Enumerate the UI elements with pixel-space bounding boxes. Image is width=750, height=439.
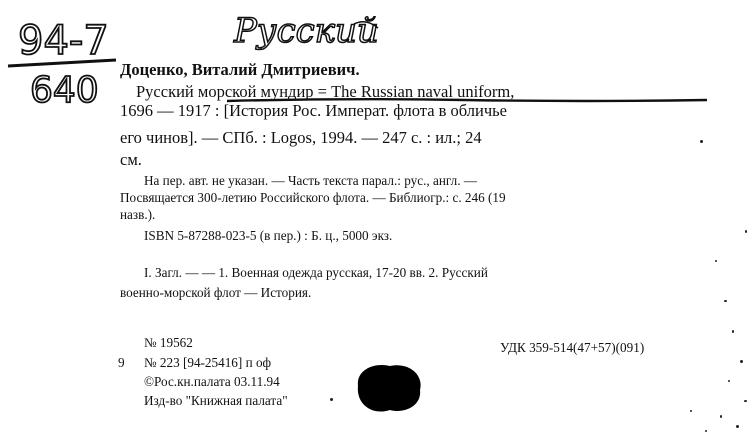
subjects-line-1: I. Загл. — — 1. Военная одежда русская, 17-20 вв. 2. Русский	[144, 265, 488, 280]
title-line-3: его чинов]. — СПб. : Logos, 1994. — 247 с. : ил.; 24	[120, 128, 482, 147]
shelfmark-bottom: 640	[30, 70, 99, 106]
shelfmark-top: 94-7	[18, 18, 109, 64]
subjects-line-2: военно-морской флот — История.	[120, 285, 312, 300]
handwritten-subject-note	[228, 8, 408, 58]
isbn-line: ISBN 5-87288-023-5 (в пер.) : Б. ц., 5000 экз.	[144, 228, 393, 243]
notes-line-3: назв.).	[120, 207, 156, 222]
author-heading: Доценко, Виталий Дмитриевич.	[120, 60, 360, 79]
pen-underline	[225, 95, 710, 107]
title-line-2: 1696 — 1917 : [История Рос. Императ. флота в обличье	[120, 101, 508, 120]
udc-code: УДК 359-514(47+57)(091)	[500, 340, 645, 355]
copyright-line: ©Рос.кн.палата 03.11.94	[144, 374, 280, 389]
card-index: 9	[118, 355, 125, 370]
title-line-4: см.	[120, 150, 142, 169]
handwritten-shelfmark	[4, 10, 122, 106]
title-line-1: Русский морской мундир = The Russian naval uniform,	[136, 82, 515, 101]
record-number: № 19562	[144, 335, 193, 350]
card-number-line: № 223 [94-25416] п оф	[144, 355, 272, 370]
notes-line-1: На пер. авт. не указан. — Часть текста парал.: рус., англ. —	[144, 173, 478, 188]
publisher-line: Изд-во "Книжная палата"	[144, 393, 288, 408]
ink-blot	[350, 358, 430, 418]
notes-line-2: Посвящается 300-летию Российского флота. — Библиогр.: с. 246 (19	[120, 190, 506, 205]
subject-note-text: Русский	[234, 11, 379, 51]
